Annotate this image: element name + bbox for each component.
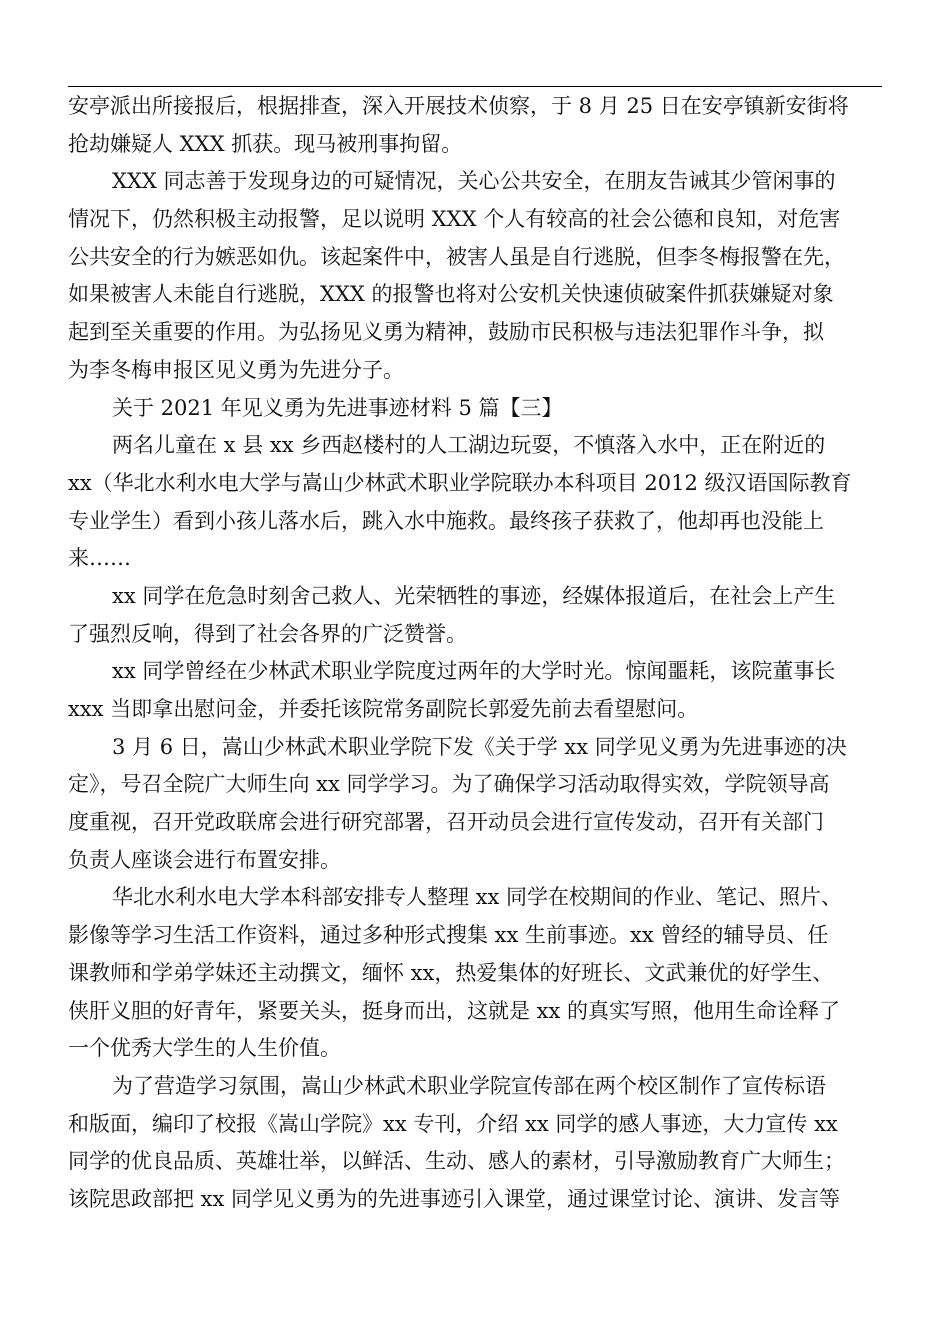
text-line: 抢劫嫌疑人 XXX 抓获。现马被刑事拘留。 — [68, 131, 463, 156]
text-line: 一个优秀大学生的人生价值。 — [68, 1036, 341, 1061]
text-line: 3 月 6 日，嵩山少林武术职业学院下发《关于学 xx 同学见义勇为先进事迹的决 — [112, 734, 847, 759]
text-line: 和版面，编印了校报《嵩山学院》xx 专刊，介绍 xx 同学的感人事迹，大力宣传 xx — [68, 1111, 838, 1136]
paragraph — [68, 163, 908, 389]
paragraph — [68, 427, 908, 578]
text-line: 该院思政部把 xx 同学见义勇为的先进事迹引入课堂，通过课堂讨论、演讲、发言等 — [68, 1186, 841, 1211]
text-line: 华北水利水电大学本科部安排专人整理 xx 同学在校期间的作业、笔记、照片、 — [112, 885, 843, 910]
text-line: 起到至关重要的作用。为弘扬见义勇为精神，鼓励市民积极与违法犯罪作斗争，拟 — [68, 320, 824, 345]
paragraph — [68, 390, 908, 428]
text-line: 如果被害人未能自行逃脱，XXX 的报警也将对公安机关快速侦破案件抓获嫌疑对象 — [68, 282, 834, 307]
paragraph — [68, 88, 908, 163]
text-line: 安亭派出所接报后，根据排查，深入开展技术侦察，于 8 月 25 日在安亭镇新安街将 — [68, 94, 849, 118]
text-line: 定》，号召全院广大师生向 xx 同学学习。为了确保学习活动取得实效，学院领导高 — [68, 772, 830, 797]
text-line: 影像等学习生活工作资料，通过多种形式搜集 xx 生前事迹。xx 曾经的辅导员、任 — [68, 923, 829, 948]
text-line: xx 同学在危急时刻舍己救人、光荣牺牲的事迹，经媒体报道后，在社会上产生 — [112, 583, 836, 608]
paragraph — [68, 879, 908, 1067]
text-line: 了强烈反响，得到了社会各界的广泛赞誉。 — [68, 621, 467, 646]
text-line: 公共安全的行为嫉恶如仇。该起案件中，被害人虽是自行逃脱，但李冬梅报警在先， — [68, 244, 845, 269]
paragraph — [68, 1068, 908, 1219]
text-line: 专业学生）看到小孩儿落水后，跳入水中施救。最终孩子获救了，他却再也没能上 — [68, 508, 824, 533]
text-line: 两名儿童在 x 县 xx 乡西赵楼村的人工湖边玩耍，不慎落入水中，正在附近的 — [112, 433, 826, 458]
text-line: 度重视，召开党政联席会进行研究部署，召开动员会进行宣传发动，召开有关部门 — [68, 810, 824, 835]
header-rule — [68, 86, 882, 87]
text-line: 关于 2021 年见义勇为先进事迹材料 5 篇【三】 — [112, 395, 563, 420]
text-line: 情况下，仍然积极主动报警，足以说明 XXX 个人有较高的社会公德和良知，对危害 — [68, 207, 841, 232]
document-body — [68, 88, 908, 1219]
text-line: XXX 同志善于发现身边的可疑情况，关心公共安全，在朋友告诫其少管闲事的 — [112, 169, 836, 194]
paragraph — [68, 578, 908, 653]
text-line: 为李冬梅申报区见义勇为先进分子。 — [68, 357, 404, 382]
text-line: 负责人座谈会进行布置安排。 — [68, 847, 341, 872]
paragraph — [68, 729, 908, 880]
text-line: xxx 当即拿出慰问金，并委托该院常务副院长郭爱先前去看望慰问。 — [68, 697, 699, 721]
text-line: 来…… — [68, 546, 131, 571]
text-line: 为了营造学习氛围，嵩山少林武术职业学院宣传部在两个校区制作了宣传标语 — [112, 1073, 826, 1098]
text-line: 课教师和学弟学妹还主动撰文，缅怀 xx，热爱集体的好班长、文武兼优的好学生、 — [68, 960, 834, 985]
text-line: xx 同学曾经在少林武术职业学院度过两年的大学时光。惊闻噩耗，该院董事长 — [112, 659, 836, 684]
text-line: 侠肝义胆的好青年，紧要关头，挺身而出，这就是 xx 的真实写照，他用生命诠释了 — [68, 998, 841, 1023]
text-line: xx（华北水利水电大学与嵩山少林武术职业学院联办本科项目 2012 级汉语国际教育 — [68, 470, 852, 495]
text-line: 同学的优良品质、英雄壮举，以鲜活、生动、感人的素材，引导激励教育广大师生； — [68, 1149, 845, 1174]
paragraph — [68, 653, 908, 728]
